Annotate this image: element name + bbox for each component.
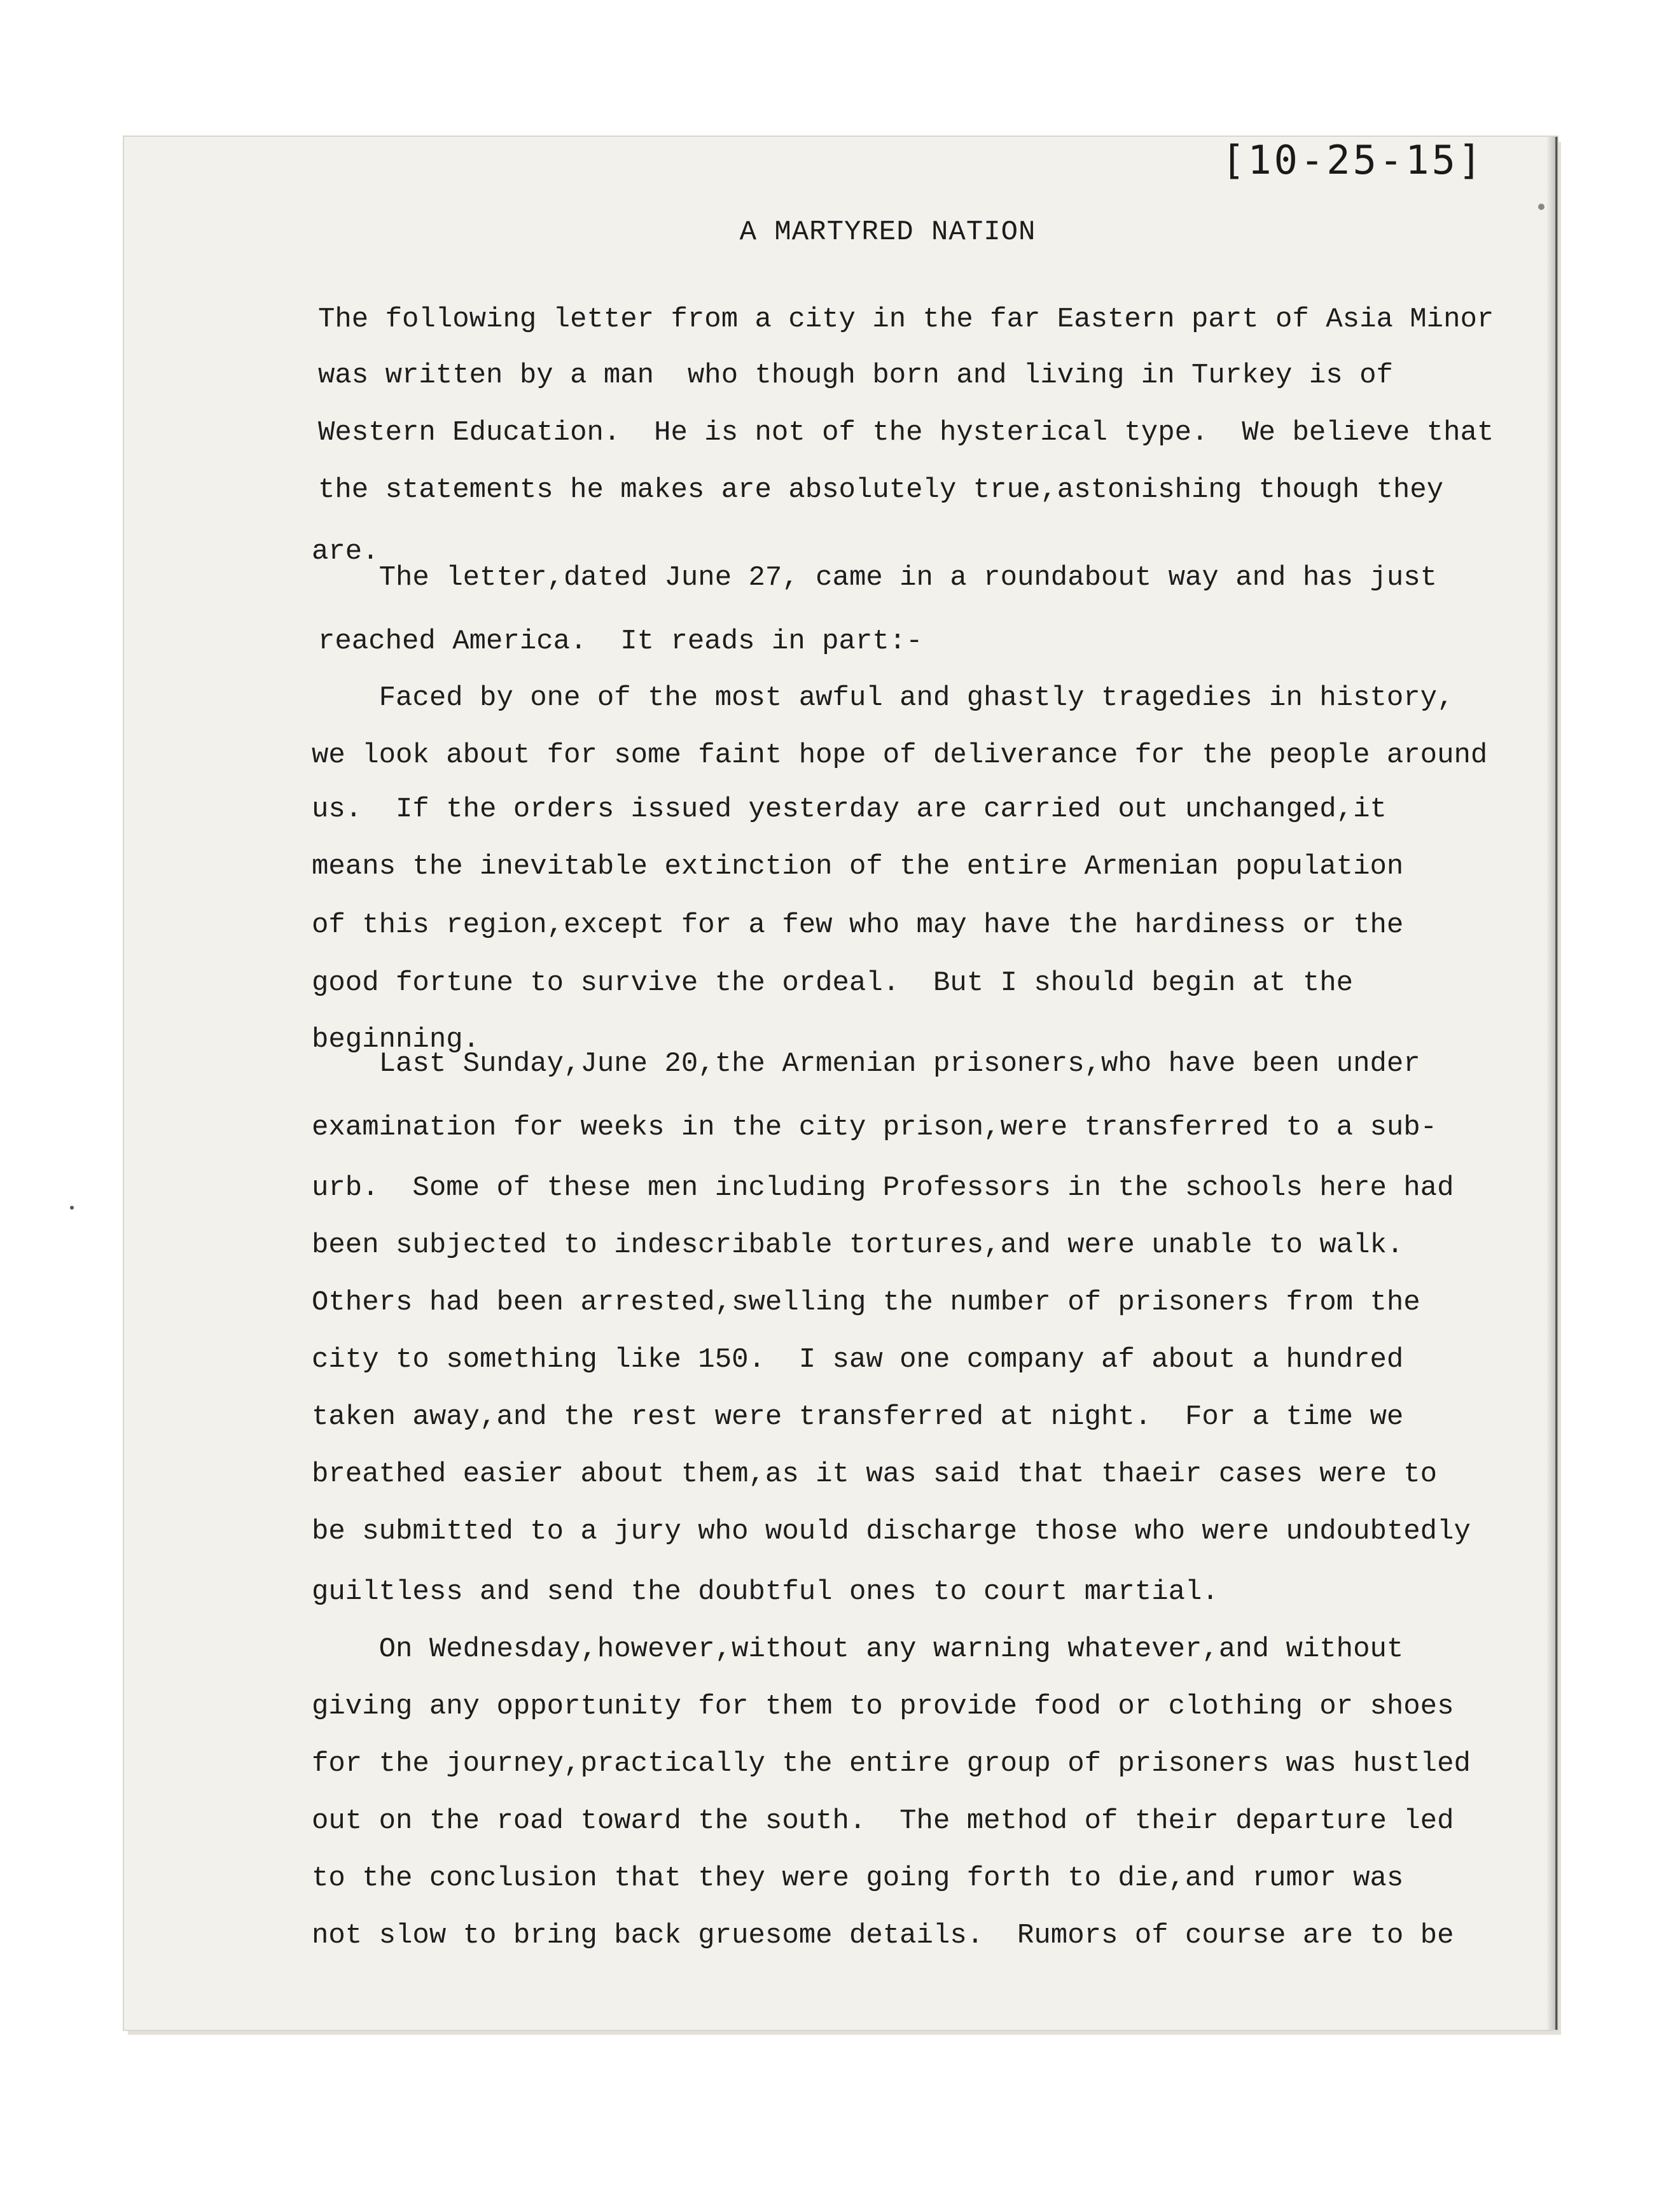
page-edge-shadow	[1546, 137, 1558, 2030]
text-line: urb. Some of these men including Professors in the schools here had	[312, 1172, 1454, 1204]
text-line: good fortune to survive the ordeal. But I should begin at the	[312, 967, 1354, 999]
reference-mark: [10-25-15]	[1221, 137, 1485, 183]
stray-mark	[1538, 204, 1545, 210]
text-line: the statements he makes are absolutely true,astonishing though they	[318, 474, 1444, 506]
text-line: are.	[312, 536, 379, 568]
text-line: we look about for some faint hope of deliverance for the people around	[312, 739, 1488, 771]
text-line: giving any opportunity for them to provide food or clothing or shoes	[312, 1691, 1454, 1722]
text-line: was written by a man who though born and living in Turkey is of	[318, 360, 1393, 391]
text-line: reached America. It reads in part:-	[318, 625, 923, 657]
text-line: of this region,except for a few who may have the hardiness or the	[312, 909, 1404, 941]
text-line: city to something like 150. I saw one company af about a hundred	[312, 1344, 1404, 1376]
text-line: Western Education. He is not of the hysterical type. We believe that	[318, 417, 1494, 449]
text-line: examination for weeks in the city prison,were transferred to a sub-	[312, 1112, 1438, 1143]
text-line: Others had been arrested,swelling the number of prisoners from the	[312, 1287, 1420, 1318]
text-line: taken away,and the rest were transferred at night. For a time we	[312, 1401, 1404, 1433]
text-line: us. If the orders issued yesterday are carried out unchanged,it	[312, 793, 1387, 825]
text-line: out on the road toward the south. The method of their departure led	[312, 1805, 1454, 1837]
text-line: On Wednesday,however,without any warning whatever,and without	[312, 1633, 1404, 1665]
text-line: to the conclusion that they were going forth to die,and rumor was	[312, 1862, 1404, 1894]
text-line: The letter,dated June 27, came in a roundabout way and has just	[312, 562, 1438, 594]
text-line: means the inevitable extinction of the entire Armenian population	[312, 851, 1404, 883]
text-line: beginning.	[312, 1024, 480, 1056]
text-line: Faced by one of the most awful and ghastly tragedies in history,	[312, 682, 1454, 714]
text-line: been subjected to indescribable tortures,and were unable to walk.	[312, 1229, 1404, 1261]
text-line: not slow to bring back gruesome details. Rumors of course are to be	[312, 1920, 1454, 1951]
text-line: guiltless and send the doubtful ones to court martial.	[312, 1576, 1219, 1608]
text-line: for the journey,practically the entire group of prisoners was hustled	[312, 1748, 1471, 1780]
document-title: A MARTYRED NATION	[739, 216, 1036, 248]
text-line: breathed easier about them,as it was said that thaeir cases were to	[312, 1458, 1438, 1490]
stray-mark	[70, 1206, 74, 1210]
text-line: The following letter from a city in the far Eastern part of Asia Minor	[318, 304, 1494, 335]
text-line: be submitted to a jury who would discharge those who were undoubtedly	[312, 1516, 1471, 1547]
text-line: Last Sunday,June 20,the Armenian prisoners,who have been under	[312, 1048, 1420, 1080]
